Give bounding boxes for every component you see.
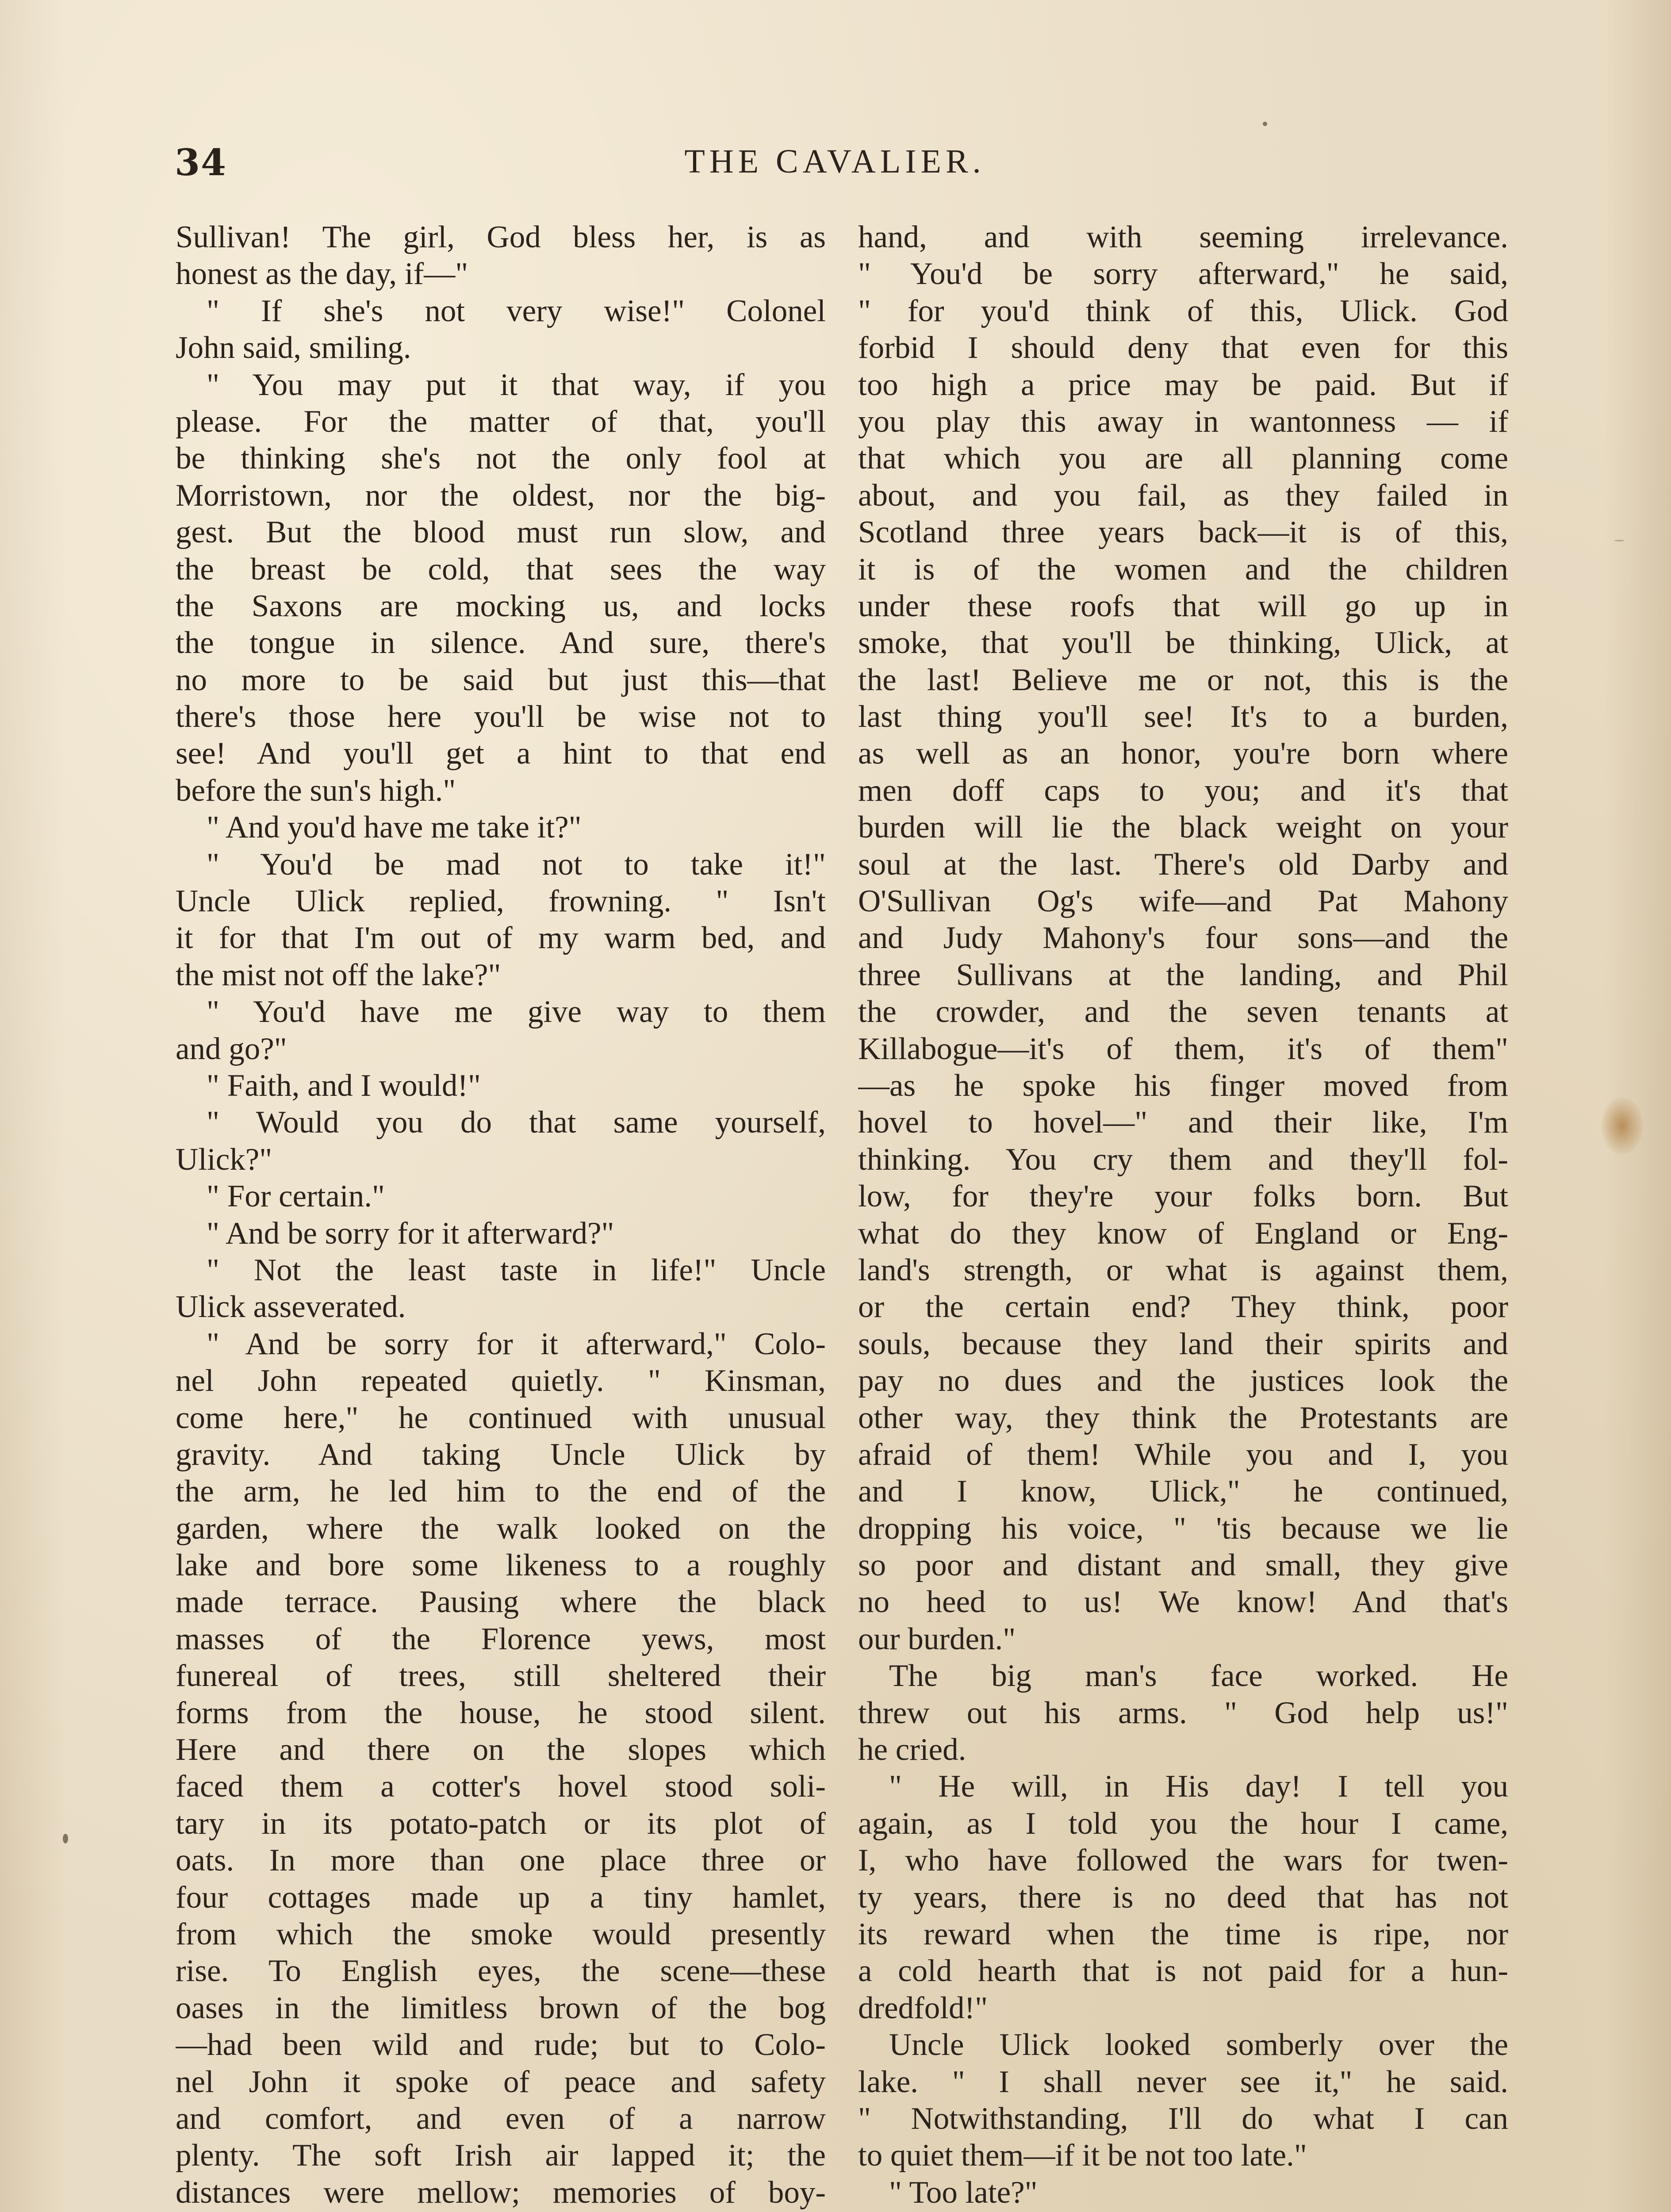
text-line: the arm, he led him to the end of the xyxy=(176,1474,826,1509)
text-line: nel John it spoke of peace and safety xyxy=(176,2064,826,2099)
text-line: Morristown, nor the oldest, nor the big- xyxy=(176,478,826,513)
text-line: before the sun's high." xyxy=(176,773,456,808)
text-line: it for that I'm out of my warm bed, and xyxy=(176,921,826,956)
text-line: " Would you do that same yourself, xyxy=(207,1105,826,1140)
text-line: gest. But the blood must run slow, and xyxy=(176,515,826,550)
text-line: ty years, there is no deed that has not xyxy=(858,1880,1508,1915)
text-line: honest as the day, if—" xyxy=(176,257,468,292)
right-column xyxy=(858,219,1508,2212)
text-line: " for you'd think of this, Ulick. God xyxy=(858,293,1508,328)
page-header xyxy=(175,137,1495,195)
text-line: " And be sorry for it afterward?" xyxy=(207,1216,614,1251)
text-line: gravity. And taking Uncle Ulick by xyxy=(176,1437,826,1472)
text-line: forbid I should deny that even for this xyxy=(858,330,1508,365)
text-line: about, and you fail, as they failed in xyxy=(858,478,1508,513)
text-line: tary in its potato-patch or its plot of xyxy=(176,1806,826,1841)
text-line: masses of the Florence yews, most xyxy=(176,1621,826,1656)
text-line: " You'd be mad not to take it!" xyxy=(207,847,826,882)
text-line: no heed to us! We know! And that's xyxy=(858,1585,1508,1620)
text-line: " And be sorry for it afterward," Colo- xyxy=(207,1326,826,1361)
text-line: see! And you'll get a hint to that end xyxy=(176,736,826,771)
paper-speck xyxy=(1614,540,1624,541)
text-line: The big man's face worked. He xyxy=(889,1659,1508,1694)
text-line: faced them a cotter's hovel stood soli- xyxy=(176,1769,826,1804)
text-line: " Too late?" xyxy=(889,2175,1038,2210)
text-line: last thing you'll see! It's to a burden, xyxy=(858,699,1508,734)
text-line: he cried. xyxy=(858,1732,966,1767)
text-line: soul at the last. There's old Darby and xyxy=(858,847,1508,882)
text-line: dropping his voice, " 'tis because we lie xyxy=(858,1511,1508,1546)
text-line: or the certain end? They think, poor xyxy=(858,1290,1508,1325)
text-line: too high a price may be paid. But if xyxy=(858,367,1508,402)
text-line: three Sullivans at the landing, and Phil xyxy=(858,957,1508,992)
text-line: —had been wild and rude; but to Colo- xyxy=(176,2028,826,2062)
text-line: smoke, that you'll be thinking, Ulick, at xyxy=(858,626,1508,661)
text-line: " If she's not very wise!" Colonel xyxy=(207,293,826,328)
paper-speck xyxy=(63,1834,68,1843)
text-line: the mist not off the lake?" xyxy=(176,957,501,992)
text-line: " Notwithstanding, I'll do what I can xyxy=(858,2101,1508,2136)
text-line: low, for they're your folks born. But xyxy=(858,1179,1508,1214)
text-line: what do they know of England or Eng- xyxy=(858,1216,1508,1251)
text-line: oases in the limitless brown of the bog xyxy=(176,1990,826,2025)
text-line: hand, and with seeming irrelevance. xyxy=(858,220,1508,254)
text-line: " Not the least taste in life!" Uncle xyxy=(207,1252,826,1287)
text-line: to quiet them—if it be not too late." xyxy=(858,2138,1307,2173)
text-line: come here," he continued with unusual xyxy=(176,1400,826,1435)
text-line: our burden." xyxy=(858,1621,1016,1656)
text-line: its reward when the time is ripe, nor xyxy=(858,1916,1508,1951)
text-line: forms from the house, he stood silent. xyxy=(176,1695,826,1730)
text-line: so poor and distant and small, they give xyxy=(858,1548,1508,1583)
text-line: land's strength, or what is against them, xyxy=(858,1252,1508,1287)
text-line: under these roofs that will go up in xyxy=(858,588,1508,623)
text-line: it is of the women and the children xyxy=(858,552,1508,587)
text-line: the crowder, and the seven tenants at xyxy=(858,995,1508,1029)
text-line: " You'd have me give way to them xyxy=(207,995,826,1029)
text-line: " He will, in His day! I tell you xyxy=(889,1769,1508,1804)
text-line: funereal of trees, still sheltered their xyxy=(176,1659,826,1694)
running-head: THE CAVALIER. xyxy=(684,143,985,180)
text-line: you play this away in wantonness — if xyxy=(858,404,1508,439)
text-line: Uncle Ulick replied, frowning. " Isn't xyxy=(176,884,826,919)
page-number: 34 xyxy=(175,142,227,184)
text-line: no more to be said but just this—that xyxy=(176,662,826,697)
text-line: O'Sullivan Og's wife—and Pat Mahony xyxy=(858,884,1508,919)
text-line: John said, smiling. xyxy=(176,330,411,365)
text-line: be thinking she's not the only fool at xyxy=(176,441,826,476)
text-line: distances were mellow; memories of boy- xyxy=(176,2175,826,2210)
text-line: pay no dues and the justices look the xyxy=(858,1363,1508,1398)
text-line: the breast be cold, that sees the way xyxy=(176,552,826,587)
text-line: and Judy Mahony's four sons—and the xyxy=(858,921,1508,956)
text-line: " You'd be sorry afterward," he said, xyxy=(858,257,1508,292)
text-line: and go?" xyxy=(176,1031,287,1066)
text-line: dredfold!" xyxy=(858,1990,988,2025)
text-line: nel John repeated quietly. " Kinsman, xyxy=(176,1363,826,1398)
text-line: lake and bore some likeness to a roughly xyxy=(176,1548,826,1583)
text-line: Scotland three years back—it is of this, xyxy=(858,515,1508,550)
text-line: that which you are all planning come xyxy=(858,441,1508,476)
text-line: " Faith, and I would!" xyxy=(207,1068,481,1103)
text-line: —as he spoke his finger moved from xyxy=(858,1068,1508,1103)
text-line: the Saxons are mocking us, and locks xyxy=(176,588,826,623)
text-line: as well as an honor, you're born where xyxy=(858,736,1508,771)
text-line: Ulick?" xyxy=(176,1142,272,1177)
text-line: " For certain." xyxy=(207,1179,385,1214)
paper-stain xyxy=(1601,1097,1643,1155)
text-line: lake. " I shall never see it," he said. xyxy=(858,2064,1508,2099)
text-line: a cold hearth that is not paid for a hun- xyxy=(858,1954,1508,1989)
paper-speck xyxy=(1263,122,1267,126)
text-line: Sullivan! The girl, God bless her, is as xyxy=(176,220,826,254)
text-line: burden will lie the black weight on your xyxy=(858,810,1508,845)
text-line: again, as I told you the hour I came, xyxy=(858,1806,1508,1841)
text-line: Uncle Ulick looked somberly over the xyxy=(889,2028,1508,2062)
text-line: made terrace. Pausing where the black xyxy=(176,1585,826,1620)
text-line: and comfort, and even of a narrow xyxy=(176,2101,826,2136)
text-line: from which the smoke would presently xyxy=(176,1916,826,1951)
text-line: Killabogue—it's of them, it's of them" xyxy=(858,1031,1508,1066)
text-line: oats. In more than one place three or xyxy=(176,1843,826,1878)
text-line: rise. To English eyes, the scene—these xyxy=(176,1954,826,1989)
text-line: there's those here you'll be wise not to xyxy=(176,699,826,734)
text-line: the tongue in silence. And sure, there's xyxy=(176,626,826,661)
text-line: garden, where the walk looked on the xyxy=(176,1511,826,1546)
text-line: " You may put it that way, if you xyxy=(207,367,826,402)
text-line: Here and there on the slopes which xyxy=(176,1732,826,1767)
text-line: hovel to hovel—" and their like, I'm xyxy=(858,1105,1508,1140)
text-line: other way, they think the Protestants are xyxy=(858,1400,1508,1435)
left-column xyxy=(176,219,826,2212)
text-line: plenty. The soft Irish air lapped it; the xyxy=(176,2138,826,2173)
text-line: " And you'd have me take it?" xyxy=(207,810,582,845)
text-line: the last! Believe me or not, this is the xyxy=(858,662,1508,697)
text-line: Ulick asseverated. xyxy=(176,1290,406,1325)
text-line: souls, because they land their spirits and xyxy=(858,1326,1508,1361)
text-line: I, who have followed the wars for twen- xyxy=(858,1843,1508,1878)
text-line: please. For the matter of that, you'll xyxy=(176,404,826,439)
text-line: thinking. You cry them and they'll fol- xyxy=(858,1142,1508,1177)
text-line: and I know, Ulick," he continued, xyxy=(858,1474,1508,1509)
text-line: afraid of them! While you and I, you xyxy=(858,1437,1508,1472)
text-line: men doff caps to you; and it's that xyxy=(858,773,1508,808)
text-line: threw out his arms. " God help us!" xyxy=(858,1695,1508,1730)
text-line: four cottages made up a tiny hamlet, xyxy=(176,1880,826,1915)
